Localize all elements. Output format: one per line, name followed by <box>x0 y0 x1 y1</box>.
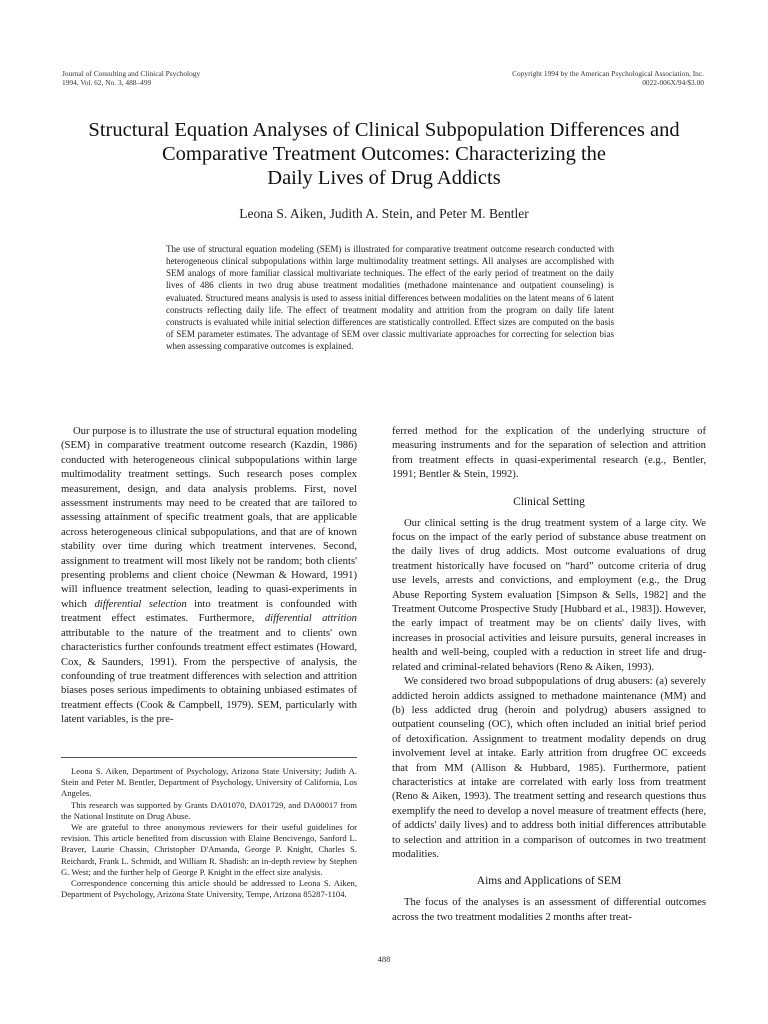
journal-name: Journal of Consulting and Clinical Psychology <box>62 69 201 78</box>
clinical-setting-paragraph-1: Our clinical setting is the drug treatment system of a large city. We focus on the impact of the early period of substance abuse treatment on the daily lives of drug addicts. Most outcome evaluations of drug treatment historically have focused on “hard” outcome criteria of drug use levels, arrests and convictions, and employment (e.g., the Drug Abuse Reporting System evaluation [Simpson & Sells, 1982] and the Treatment Outcome Prospective Study [Hubbard et al., 1983]). However, the early impact of treatment may be on clients' daily lives, with increases in prosocial activities and leisure pursuits, general increases in health and well-being, coupled with a reduction in street life and drug-related and criminal-related behaviors (Reno & Aiken, 1993). <box>392 517 706 673</box>
footnote-funding: This research was supported by Grants DA01070, DA01729, and DA00017 from the National Institute on Drug Abuse. <box>61 799 357 821</box>
copyright-notice <box>512 70 704 87</box>
title-line-2: Comparative Treatment Outcomes: Characterizing the <box>161 143 607 165</box>
footnote-affiliations: Leona S. Aiken, Department of Psychology, Arizona State University; Judith A. Stein and Peter M. Bentler, Department of Psychology, University of California, Los Angeles. <box>61 766 357 799</box>
intro-text-c: attributable to the nature of the treatment and to clients' own characteristics further confounds treatment effect estimates (Howard, Cox, & Saunders, 1991). From the perspective of analysis, the confounding of true treatment differences with selection and attrition biases poses serious impediments to obtaining unbiased estimates of treatment effects (Cook & Campbell, 1979). SEM, particularly with latent variables, is the pre- <box>61 627 357 726</box>
footnote-divider <box>61 757 357 758</box>
issn-code: 0022-006X/94/$3.00 <box>642 77 704 87</box>
section-heading-aims: Aims and Applications of SEM <box>476 875 622 888</box>
aims-paragraph: The focus of the analyses is an assessment of differential outcomes across the two treatment modalities 2 months after treat- <box>392 897 706 923</box>
intro-paragraph <box>61 425 357 728</box>
abstract: The use of structural equation modeling (SEM) is illustrated for comparative treatment outcome research conducted with heterogeneous clinical subpopulations within large multimodality treatment settings. All analyses are accomplished with SEM analogs of more familiar classical multivariate techniques. The effect of the early period of treatment on the daily lives of 486 clients in two drug abuse treatment modalities (methadone maintenance and outpatient counseling) is evaluated. Structured means analysis is used to assess initial differences between modalities on the latent means of 6 latent constructs reflecting daily life. The effect of treatment modality and attrition from the program on daily life latent constructs is evaluated while initial selection differences are statistically controlled. Effect sizes are computed on the basis of SEM parameter estimates. The advantage of SEM over classic multivariate approaches for correcting for selection bias when assessing comparative outcomes is explained. <box>166 244 614 352</box>
term-differential-selection: differential selection <box>94 598 187 610</box>
copyright-text: Copyright 1994 by the American Psychological Association, Inc. <box>512 69 704 78</box>
author-list: Leona S. Aiken, Judith A. Stein, and Peter M. Bentler <box>239 206 529 221</box>
section-heading-clinical-setting: Clinical Setting <box>513 495 585 508</box>
footnote-acknowledgments: We are grateful to three anonymous reviewers for their useful guidelines for revision. This article benefited from discussion with Elaine Bencivengo, Sanford L. Braver, Laurie Chassin, Christopher D'Amanda, George P. Knight, Charles S. Reichardt, Frank L. Schmidt, and William R. Shadish: an in-depth review by Stephen G. West; and the further help of George P. Knight in the effect size analysis. <box>61 822 357 877</box>
title-line-3: Daily Lives of Drug Addicts <box>267 167 501 189</box>
page-number: 488 <box>377 954 391 964</box>
continued-paragraph: ferred method for the explication of the underlying structure of measuring instruments and for the separation of selection and attrition from treatment effects in quasi-experimental research (e.g., Bentler, 1991; Bentler & Stein, 1992). <box>392 426 706 481</box>
title-line-1: Structural Equation Analyses of Clinical Subpopulation Differences and <box>88 119 680 141</box>
intro-text-a: Our purpose is to illustrate the use of structural equation modeling (SEM) in comparative treatment outcome research (Kazdin, 1986) conducted with heterogeneous clinical subpopulations within large multimodality treatment settings. Such research poses complex measurement, design, and data analysis problems. First, novel assessment instruments may need to be created that are tailored to assessing attainment of specific treatment goals, that are applicable across heterogeneous clinical subpopulations, and that are of known stability over time during which treatment intervenes. Second, assignment to treatment will most likely not be random; both clients' presenting problems and client choice (Newman & Howard, 1991) will influence treatment selection, leading to quasi-experiments in which <box>61 426 357 610</box>
clinical-setting-paragraph-2: We considered two broad subpopulations of drug abusers: (a) severely addicted heroin addicts assigned to methadone maintenance (MM) and (b) less addicted drug (heroin and polydrug) abusers assigned to outpatient counseling (OC), which often included an initial brief period of detoxification. Assignment to treatment modality depends on drug involvement level at intake. Early attrition from drugfree OC exceeds that from MM (Allison & Hubbard, 1985). Furthermore, patient characteristics at intake are correlated with early loss from treatment (Reno & Aiken, 1993). The treatment setting and research questions thus exemplify the need to develop a novel measure of treatment effects (here, of addicts' daily lives) and to address both initial differences attributable to selection and attrition in a comparison of outcomes in two treatment modalities. <box>392 676 706 860</box>
journal-citation <box>62 70 200 87</box>
body-column-left <box>61 425 357 728</box>
journal-volume: 1994, Vol. 62, No. 3, 488–499 <box>62 77 152 87</box>
footnote-correspondence: Correspondence concerning this article should be addressed to Leona S. Aiken, Department of Psychology, Arizona State University, Tempe, Arizona 85287-1104. <box>61 878 357 900</box>
author-footnotes <box>61 766 357 900</box>
term-differential-attrition: differential attrition <box>264 613 357 625</box>
article-title <box>40 118 728 190</box>
intro-text-b: into treatment is confounded with treatment effect estimates. Furthermore, <box>61 598 358 625</box>
body-column-right <box>392 425 706 925</box>
